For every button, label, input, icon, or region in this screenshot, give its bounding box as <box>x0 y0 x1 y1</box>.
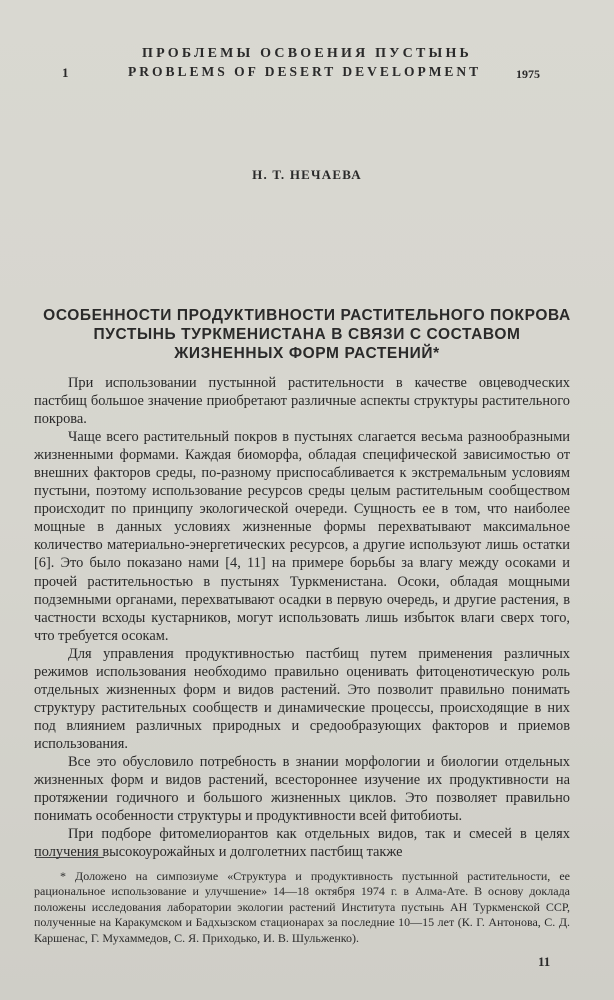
footnote <box>34 869 570 946</box>
body-paragraph: Для управления продуктивностью пастбищ путем применения различных режимов использования необходимо правильно оценивать фитоценотическую роль отдельных жизненных форм и видов растений. Это позволит правильно понимать структуру растительных сообществ и динамические процессы, происходящие в них под влиянием различных природных и средообразующих факторов и приемов использования. <box>34 645 570 752</box>
issue-number: 1 <box>62 65 69 80</box>
article-author: Н. Т. НЕЧАЕВА <box>252 167 362 182</box>
body-paragraph: При использовании пустынной растительности в качестве овцеводческих пастбищ большое значение приобретают различные аспекты структуры растительного покрова. <box>34 375 570 428</box>
journal-title-en: PROBLEMS OF DESERT DEVELOPMENT <box>128 64 482 79</box>
title-line: ОСОБЕННОСТИ ПРОДУКТИВНОСТИ РАСТИТЕЛЬНОГО ПОКРОВА <box>43 307 571 324</box>
page-number: 11 <box>538 954 551 969</box>
journal-title-ru: ПРОБЛЕМЫ ОСВОЕНИЯ ПУСТЫНЬ <box>141 46 473 61</box>
footnote-divider <box>36 857 104 858</box>
body-paragraph: Чаще всего растительный покров в пустынях слагается весьма разнообразными жизненными формами. Каждая биоморфа, обладая специфической зависимостью от внешних факторов среды, по-разному приспосабливается к экстремальным условиям пустыни, поэтому использование ресурсов среды целым растительным сообществом происходит по принципу экологической очереди. Сущность ее в том, что наиболее мощные в данных условиях жизненные формы перехватывают максимальное количество материально-энергетических ресурсов, а другие используют лишь остатки [6]. Это было показано нами [4, 11] на примере борьбы за влагу между осоками и прочей растительностью в пустынях Туркменистана. Осоки, обладая мощными подземными органами, перехватывают осадки в первую очередь, и другие растения, в частности всходы кустарников, могут использовать лишь избыток влаги сверх того, что требуется осокам. <box>34 429 570 644</box>
footnote-text: * Доложено на симпозиуме «Структура и продуктивность пустынной растительности, ее рациональное использование и улучшение» 14—18 октября 1974 г. в Алма-Ате. В основу доклада положены исследования лаборатории экологии растений Института пустынь АН Туркменской ССР, полученные на Каракумском и Бадхызском стационарах за последние 10—15 лет (К. Г. Антонова, С. Д. Каршенас, Г. Мухаммедов, С. Я. Приходько, И. В. Шульженко). <box>34 869 570 945</box>
title-line: ЖИЗНЕННЫХ ФОРМ РАСТЕНИЙ* <box>174 345 440 362</box>
article-body <box>34 374 570 861</box>
publication-year: 1975 <box>516 67 540 81</box>
body-paragraph: При подборе фитомелиорантов как отдельных видов, так и смесей в целях получения высокоурожайных и долголетних пастбищ также <box>34 826 570 861</box>
article-title <box>28 306 586 363</box>
title-line: ПУСТЫНЬ ТУРКМЕНИСТАНА В СВЯЗИ С СОСТАВОМ <box>93 326 521 343</box>
body-paragraph: Все это обусловило потребность в знании морфологии и биологии отдельных жизненных форм и видов растений, всестороннее изучение их продуктивности на протяжении годичного и большого жизненных циклов. Это позволяет правильно понимать особенности структуры и продуктивности всей фитобиоты. <box>34 753 570 825</box>
